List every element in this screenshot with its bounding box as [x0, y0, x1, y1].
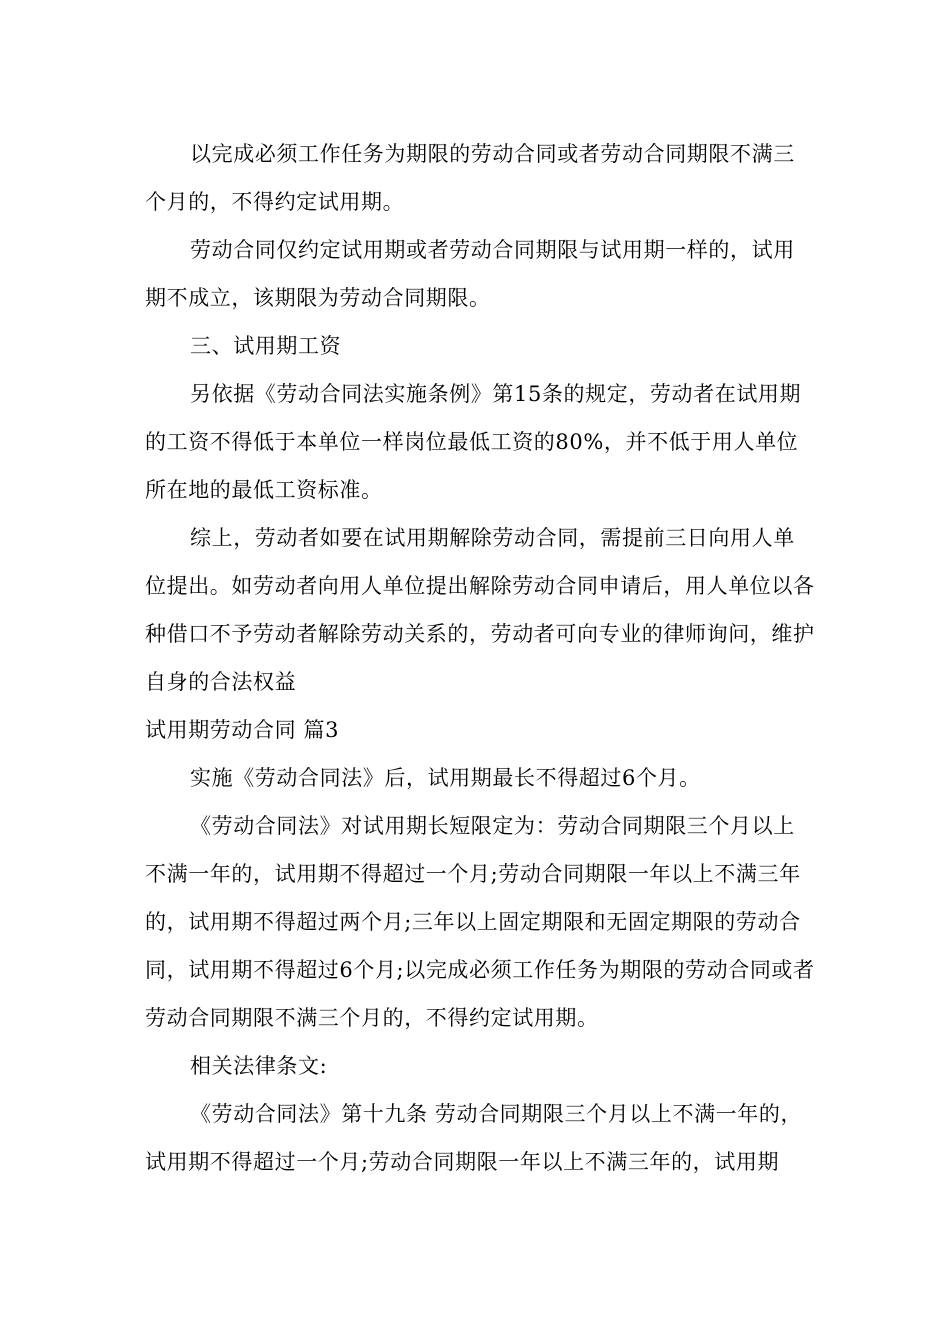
paragraph-summary: 综上，劳动者如要在试用期解除劳动合同，需提前三日向用人单位提出。如劳动者向用人单位提出解除劳动合同申请后，用人单位以各种借口不予劳动者解除劳动关系的，劳动者可向专业的律师询问，维护自身的合法权益 — [145, 526, 815, 694]
document-body — [145, 130, 815, 1186]
paragraph-trial-invalid: 劳动合同仅约定试用期或者劳动合同期限与试用期一样的，试用期不成立，该期限为劳动合同期限。 — [145, 238, 795, 310]
paragraph-trial-wage: 另依据《劳动合同法实施条例》第15条的规定，劳动者在试用期的工资不得低于本单位一样岗位最低工资的80%，并不低于用人单位所在地的最低工资标准。 — [145, 382, 802, 502]
paragraph-trial-restriction: 以完成必须工作任务为期限的劳动合同或者劳动合同期限不满三个月的，不得约定试用期。 — [145, 142, 795, 214]
paragraph-trial-limits: 《劳动合同法》对试用期长短限定为：劳动合同期限三个月以上不满一年的，试用期不得超过一个月;劳动合同期限一年以上不满三年的，试用期不得超过两个月;三年以上固定期限和无固定期限的劳动合同，试用期不得超过6个月;以完成必须工作任务为期限的劳动合同或者劳动合同期限不满三个月的，不得约定试用期。 — [145, 814, 815, 1030]
paragraph-max-trial: 实施《劳动合同法》后，试用期最长不得超过6个月。 — [190, 766, 701, 790]
subheading-trial-wage: 三、试用期工资 — [190, 334, 342, 358]
section-heading: 试用期劳动合同 篇3 — [145, 718, 340, 742]
paragraph-related-law-label: 相关法律条文: — [190, 1054, 328, 1078]
paragraph-article-19: 《劳动合同法》第十九条 劳动合同期限三个月以上不满一年的，试用期不得超过一个月;劳动合同期限一年以上不满三年的，试用期 — [145, 1102, 803, 1174]
